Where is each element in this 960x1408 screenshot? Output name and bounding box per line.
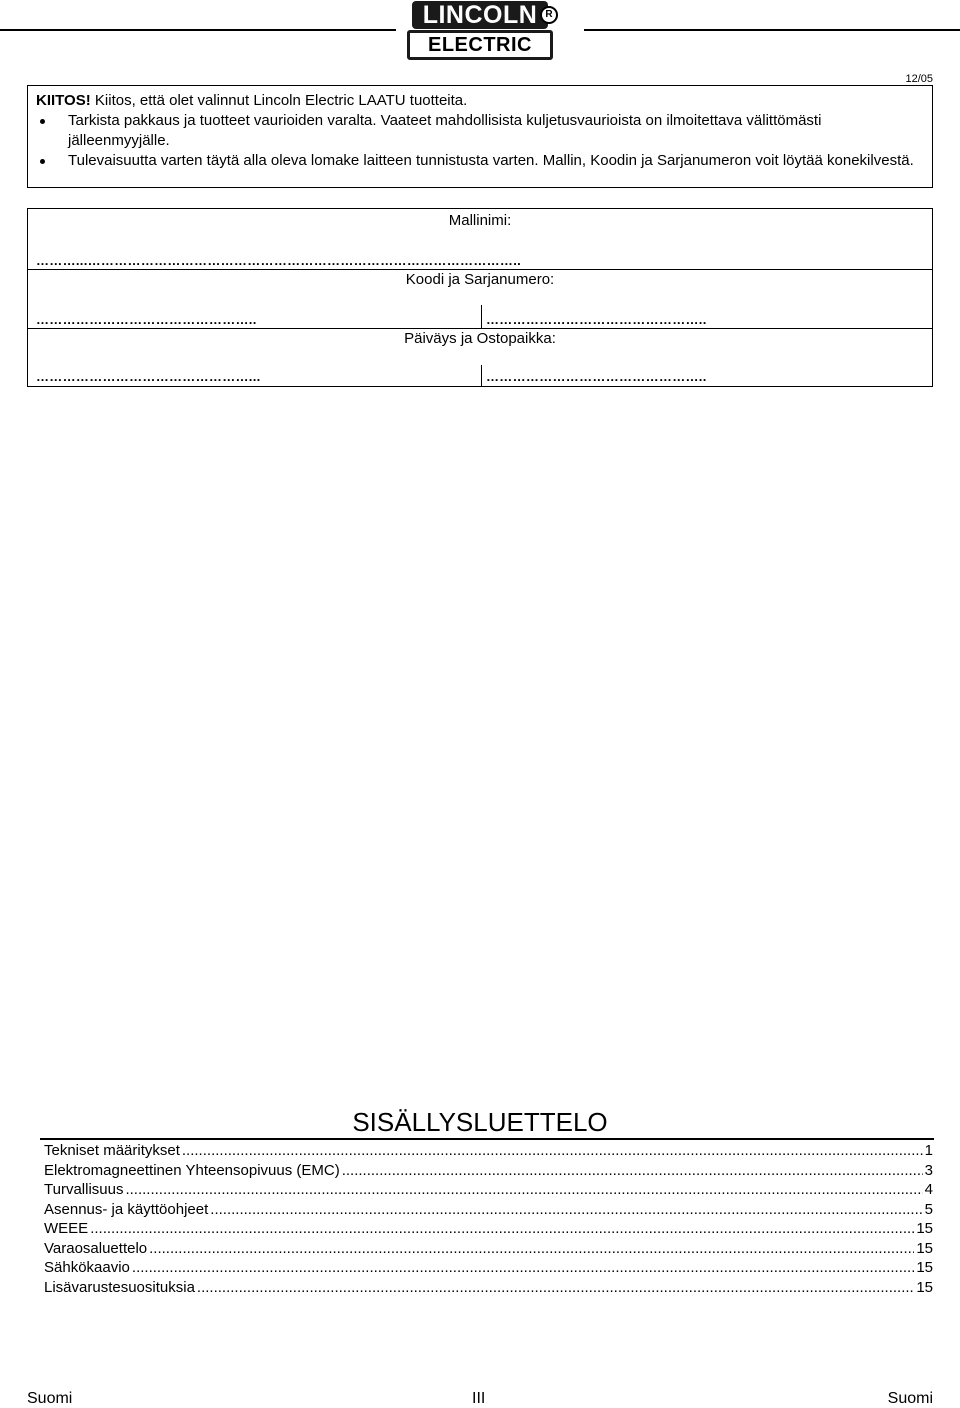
toc-leader — [342, 1161, 923, 1181]
thank-you-box — [27, 85, 933, 188]
toc-entry[interactable] — [44, 1258, 933, 1278]
toc-entry[interactable] — [44, 1161, 933, 1181]
header-rule-left — [0, 29, 396, 31]
toc-entry[interactable] — [44, 1278, 933, 1298]
toc-entry[interactable] — [44, 1219, 933, 1239]
thanks-text: Kiitos, että olet valinnut Lincoln Electric LAATU tuotteita. — [90, 92, 468, 109]
thanks-line — [36, 91, 925, 111]
thanks-bold: KIITOS! — [36, 92, 91, 109]
intro-bullet: Tarkista pakkaus ja tuotteet vaurioiden varalta. Vaateet mahdollisista kuljetusvaurioista on ilmoitettava välittömästi jälleenmyyjälle. — [36, 111, 925, 151]
purchase-date-field[interactable]: …………………………………………... — [36, 369, 261, 384]
footer-language-left: Suomi — [27, 1390, 73, 1407]
toc-leader — [182, 1141, 923, 1161]
toc-entry-label: Sähkökaavio — [44, 1259, 130, 1276]
logo-line1: LINCOLN — [412, 1, 548, 29]
toc-entry-label: Lisävarustesuosituksia — [44, 1278, 195, 1296]
toc-entry[interactable] — [44, 1200, 933, 1220]
toc-title: SISÄLLYSLUETTELO — [352, 1107, 608, 1137]
toc-leader — [197, 1278, 914, 1298]
toc-entry[interactable] — [44, 1141, 933, 1161]
toc-entry-label: WEEE — [44, 1220, 89, 1237]
lincoln-electric-logo — [398, 1, 562, 57]
form-divider — [28, 328, 932, 329]
intro-bullet-list — [36, 111, 925, 171]
toc-leader — [210, 1200, 922, 1220]
toc-title-rule — [40, 1138, 934, 1140]
toc-entry-label: Tekniset määritykset — [44, 1142, 180, 1159]
document-code: 12/05 — [905, 73, 933, 85]
toc-entry-page: 15 — [916, 1278, 933, 1296]
toc-entry-page: 1 — [924, 1142, 933, 1159]
model-name-label: Mallinimi: — [448, 212, 512, 229]
toc-leader — [90, 1219, 914, 1239]
toc-entry-page: 15 — [916, 1239, 933, 1257]
toc-entry-label: Asennus- ja käyttöohjeet — [44, 1200, 209, 1218]
table-of-contents — [44, 1141, 933, 1297]
footer-language-right: Suomi — [887, 1390, 933, 1407]
toc-leader — [149, 1239, 914, 1259]
toc-entry[interactable] — [44, 1239, 933, 1259]
model-name-field[interactable]: ………...…………………………………………………………………………………….. — [36, 253, 522, 268]
registered-mark-icon: R — [540, 6, 558, 24]
product-registration-form — [27, 208, 933, 387]
form-divider — [28, 269, 932, 270]
field-separator — [481, 365, 482, 387]
code-field[interactable]: ………………………………………….. — [36, 312, 257, 327]
toc-entry-page: 3 — [924, 1161, 933, 1179]
toc-leader — [125, 1180, 922, 1200]
toc-entry-page: 15 — [916, 1259, 933, 1276]
field-separator — [481, 305, 482, 329]
logo-line2: ELECTRIC — [407, 30, 553, 60]
serial-number-field[interactable]: ………………………………………….. — [486, 312, 707, 327]
toc-entry-page: 5 — [924, 1200, 933, 1218]
date-place-label: Päiväys ja Ostopaikka: — [404, 330, 556, 347]
toc-leader — [132, 1258, 914, 1278]
toc-entry-page: 4 — [924, 1181, 933, 1198]
toc-entry-label: Elektromagneettinen Yhteensopivuus (EMC) — [44, 1161, 340, 1179]
footer-page-number: III — [472, 1390, 486, 1407]
toc-entry-label: Varaosaluettelo — [44, 1239, 148, 1257]
toc-entry-label: Turvallisuus — [44, 1181, 124, 1198]
intro-bullet: Tulevaisuutta varten täytä alla oleva lomake laitteen tunnistusta varten. Mallin, Koodin ja Sarjanumeron voit löytää konekilvestä. — [36, 151, 925, 171]
toc-entry[interactable] — [44, 1180, 933, 1200]
toc-entry-page: 15 — [916, 1220, 933, 1237]
code-serial-label: Koodi ja Sarjanumero: — [405, 271, 555, 288]
header-rule-right — [584, 29, 960, 31]
purchase-place-field[interactable]: ………………………………………….. — [486, 369, 707, 384]
